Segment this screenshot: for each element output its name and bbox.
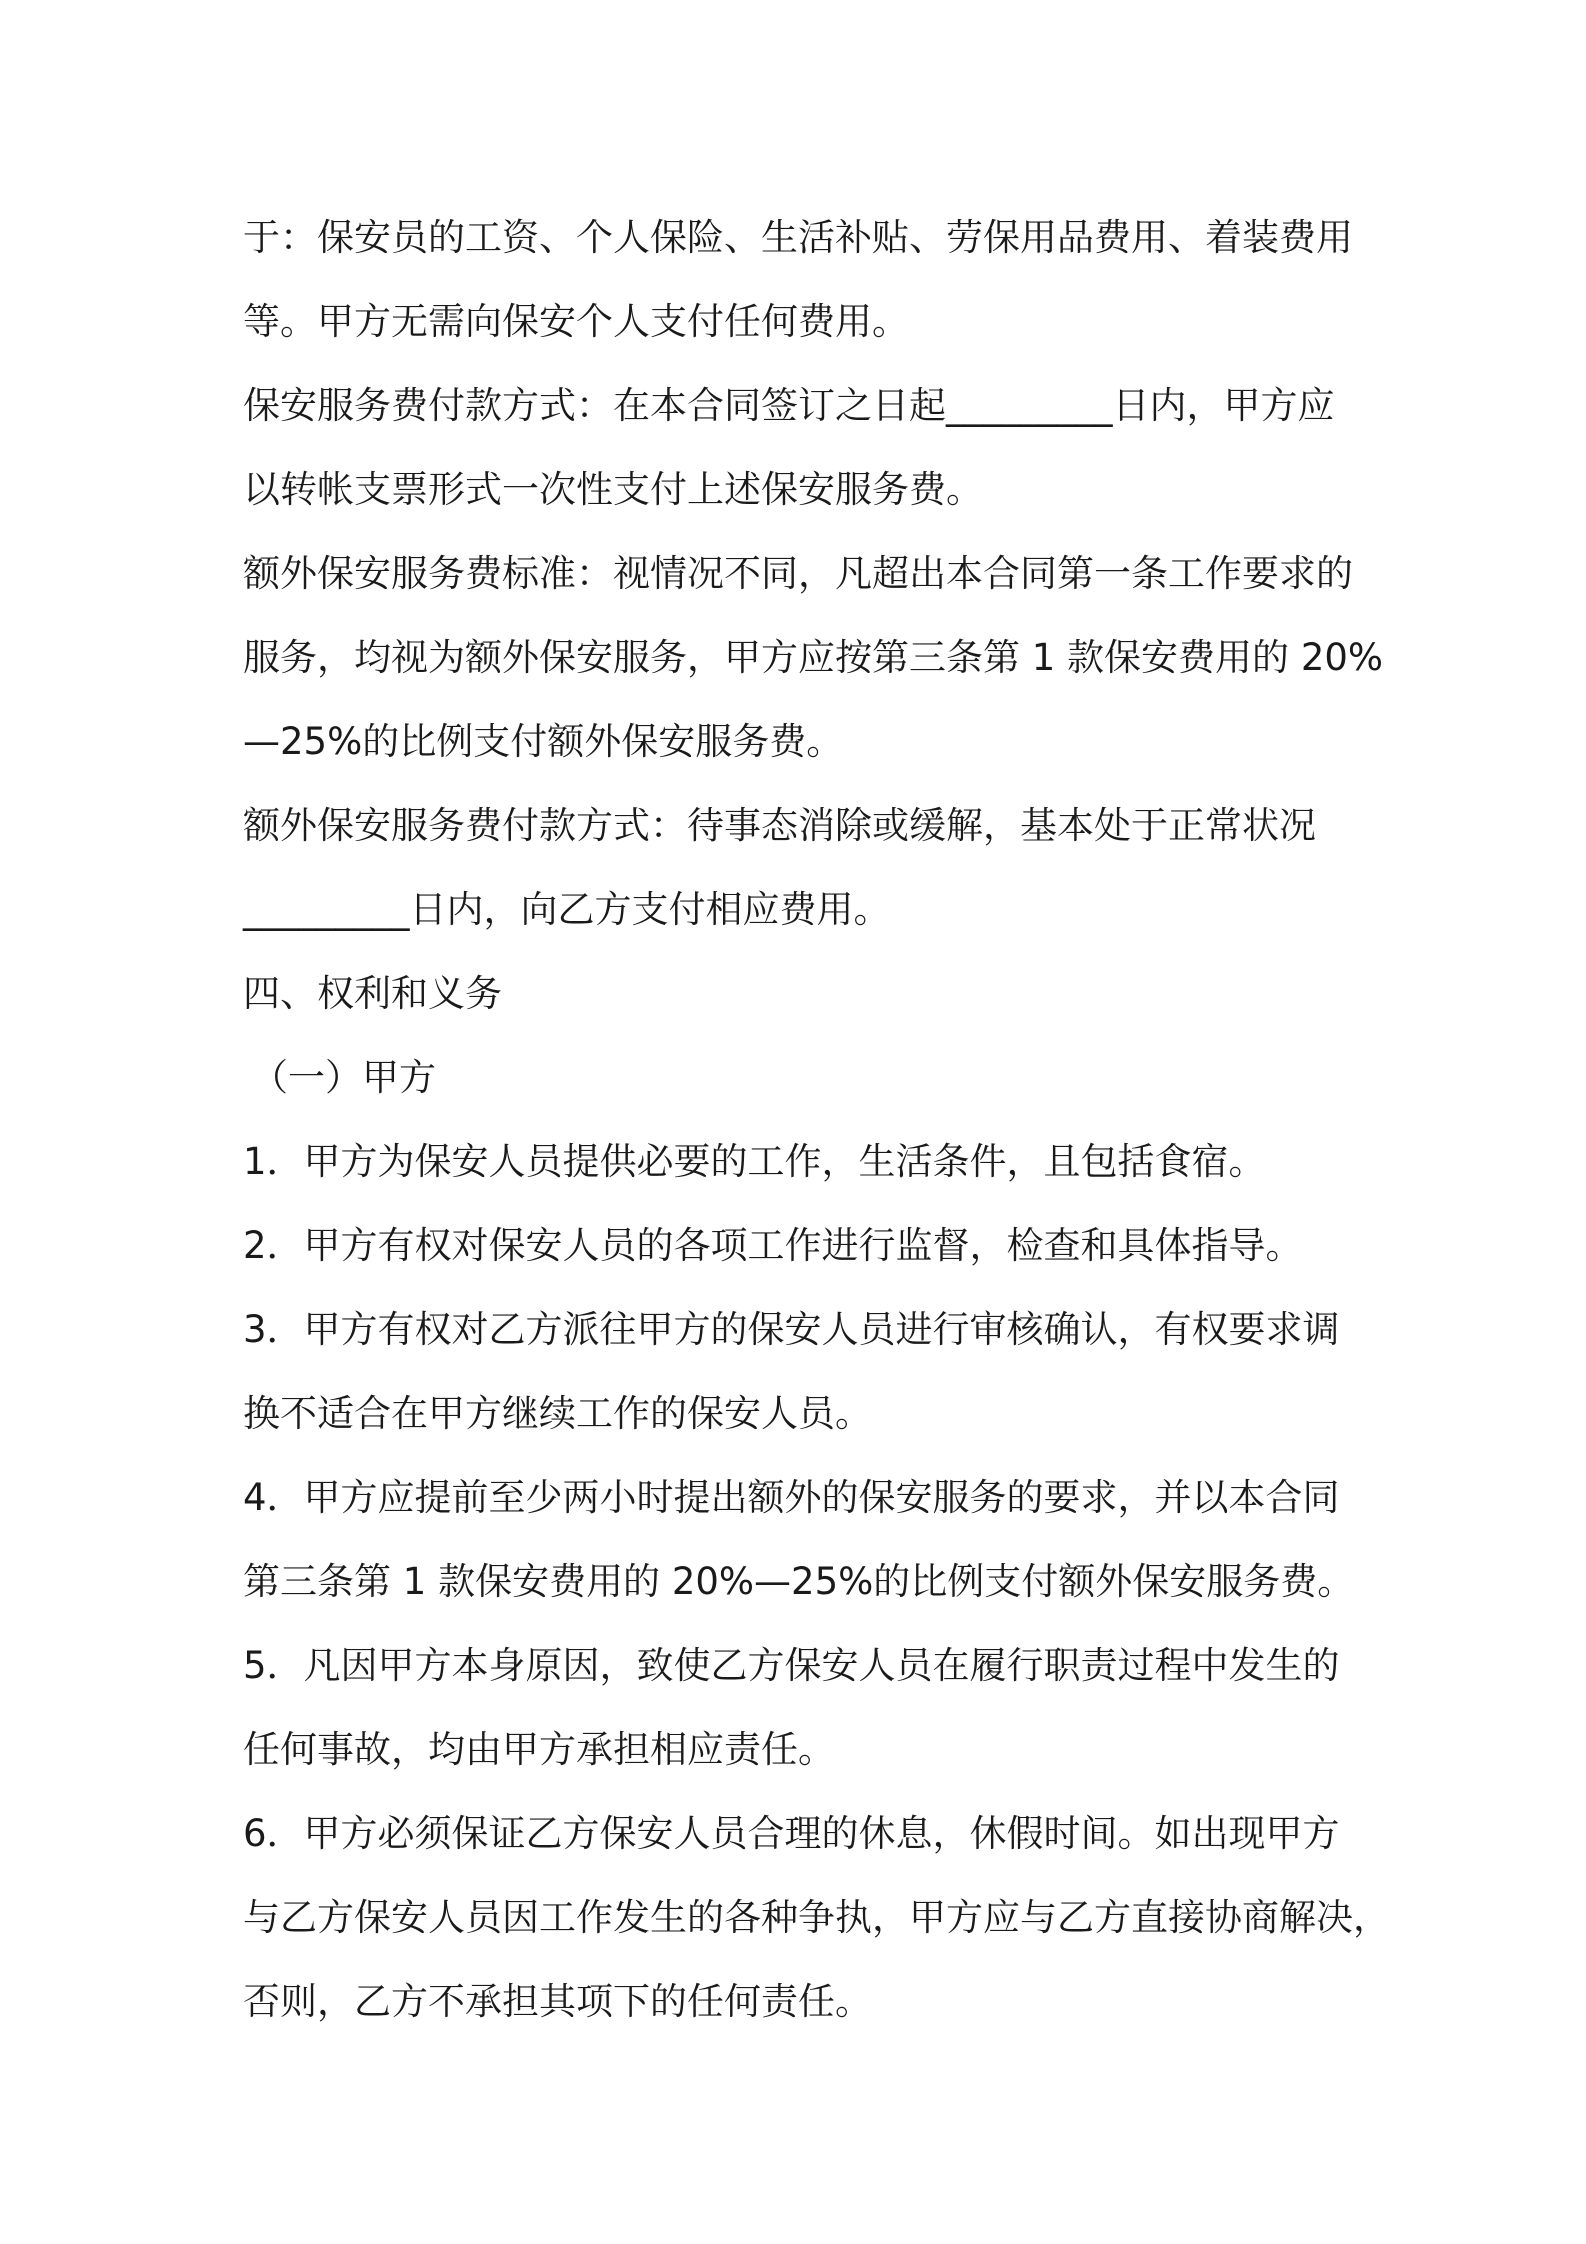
clause-6-end: 否则，乙方不承担其项下的任何责任。 [243, 1980, 872, 2023]
clause-4: 4．甲方应提前至少两小时提出额外的保安服务的要求，并以本合同 [243, 1476, 1340, 1519]
clause-3-cont: 换不适合在甲方继续工作的保安人员。 [243, 1392, 872, 1435]
clause-2: 2．甲方有权对保安人员的各项工作进行监督，检查和具体指导。 [243, 1224, 1303, 1267]
clause-5: 5．凡因甲方本身原因，致使乙方保安人员在履行职责过程中发生的 [243, 1644, 1340, 1687]
contract-page [243, 196, 1390, 2044]
text-line-2: 等。甲方无需向保安个人支付任何费用。 [243, 300, 909, 343]
text-line-1: 于：保安员的工资、个人保险、生活补贴、劳保用品费用、着装费用 [243, 216, 1353, 259]
clause-4-cont: 第三条第 1 款保安费用的 20%—25%的比例支付额外保安服务费。 [243, 1560, 1355, 1603]
clause-5-cont: 任何事故，均由甲方承担相应责任。 [243, 1728, 835, 1771]
extra-fee-payment-line: 额外保安服务费付款方式：待事态消除或缓解，基本处于正常状况 [243, 804, 1316, 847]
clause-3: 3．甲方有权对乙方派往甲方的保安人员进行审核确认，有权要求调 [243, 1308, 1340, 1351]
clause-6: 6．甲方必须保证乙方保安人员合理的休息，休假时间。如出现甲方 [243, 1812, 1340, 1855]
clause-6-cont: 与乙方保安人员因工作发生的各种争执，甲方应与乙方直接协商解决， [243, 1896, 1390, 1939]
text-line-7: —25%的比例支付额外保安服务费。 [243, 720, 844, 763]
text-line-6: 服务，均视为额外保安服务，甲方应按第三条第 1 款保安费用的 20% [243, 636, 1384, 679]
text-line-9: _________日内，向乙方支付相应费用。 [243, 888, 891, 931]
subsection-heading-party-a: （一）甲方 [251, 1056, 436, 1099]
text-line-4: 以转帐支票形式一次性支付上述保安服务费。 [243, 468, 983, 511]
clause-1: 1．甲方为保安人员提供必要的工作，生活条件，且包括食宿。 [243, 1140, 1266, 1183]
section-heading-rights: 四、权利和义务 [243, 972, 502, 1015]
extra-fee-standard-line: 额外保安服务费标准：视情况不同，凡超出本合同第一条工作要求的 [243, 552, 1353, 595]
payment-method-line: 保安服务费付款方式：在本合同签订之日起_________日内，甲方应 [243, 384, 1335, 427]
